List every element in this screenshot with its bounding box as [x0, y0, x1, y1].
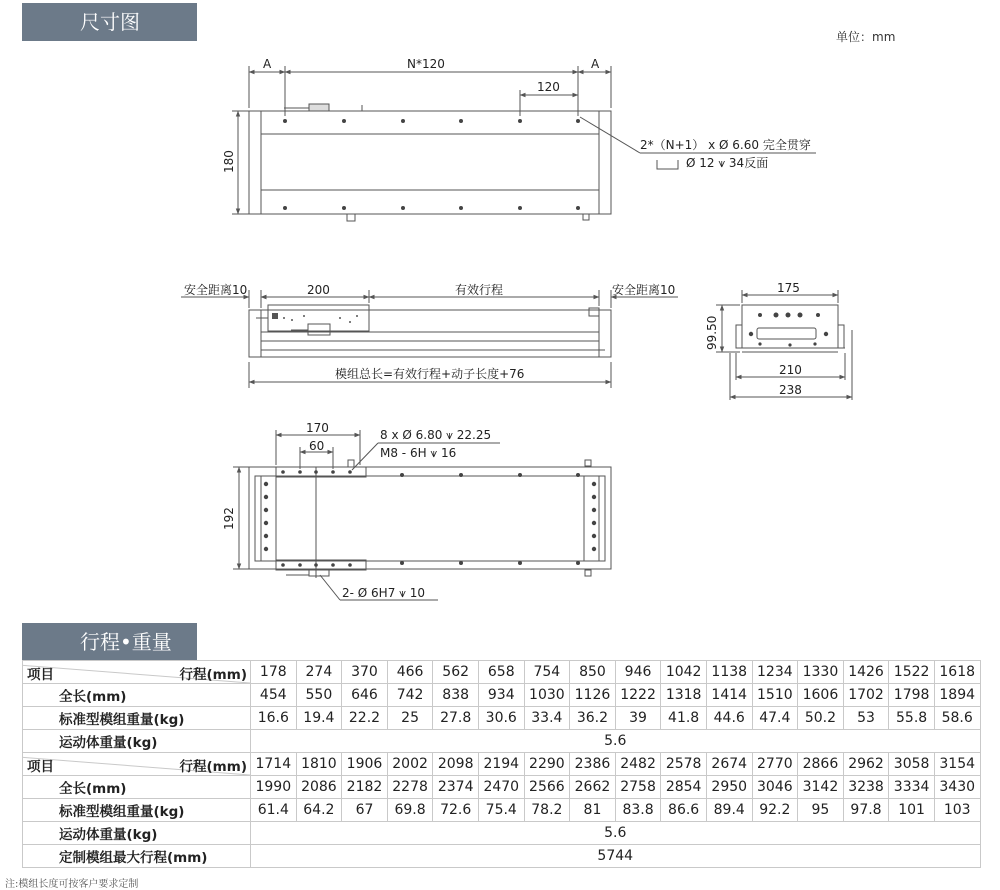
- table-cell: 78.2: [524, 799, 570, 822]
- table-cell: 41.8: [661, 707, 707, 730]
- pin-spec: 2- Ø 6H7 ⩛ 10: [342, 586, 425, 600]
- footnote: 注:模组长度可按客户要求定制: [5, 879, 139, 890]
- table-cell: 33.4: [524, 707, 570, 730]
- table-row-weight-2: [23, 799, 981, 822]
- table-cell: 2770: [752, 753, 798, 776]
- table-cell: 370: [342, 661, 388, 684]
- dim-60: 60: [309, 439, 325, 453]
- table-cell: 946: [615, 661, 661, 684]
- table-cell: 72.6: [433, 799, 479, 822]
- table-row-full-length-2: [23, 776, 981, 799]
- table-cell: 1414: [706, 684, 752, 707]
- item-header: 项目: [27, 759, 54, 775]
- table-cell: 2182: [342, 776, 388, 799]
- table-cell: 3430: [934, 776, 980, 799]
- table-cell: 1522: [889, 661, 935, 684]
- table-cell: 1318: [661, 684, 707, 707]
- top-view-labels: [222, 57, 811, 173]
- table-cell: 89.4: [706, 799, 752, 822]
- table-cell: 50.2: [798, 707, 844, 730]
- table-cell: 646: [342, 684, 388, 707]
- table-cell: 47.4: [752, 707, 798, 730]
- safety-distance-left: 安全距离10: [184, 283, 248, 297]
- table-corner-cell: [23, 753, 251, 776]
- table-cell: 1618: [934, 661, 980, 684]
- dim-210: 210: [779, 363, 802, 377]
- table-cell: 2866: [798, 753, 844, 776]
- dim-99-50: 99.50: [705, 315, 719, 350]
- hole-spec-2: Ø 12 ⩛ 34反面: [686, 156, 769, 170]
- table-cell: 5.6: [251, 822, 981, 845]
- table-cell: 2662: [570, 776, 616, 799]
- table-cell: 75.4: [478, 799, 524, 822]
- bottom-view-labels: [222, 421, 491, 600]
- table-cell: 16.6: [251, 707, 297, 730]
- table-cell: 101: [889, 799, 935, 822]
- table-cell: 2758: [615, 776, 661, 799]
- table-cell: 1510: [752, 684, 798, 707]
- table-cell: 3058: [889, 753, 935, 776]
- table-cell: 5744: [251, 845, 981, 868]
- table-row-mover-2: [23, 822, 981, 845]
- table-cell: 2578: [661, 753, 707, 776]
- table-cell: 934: [478, 684, 524, 707]
- table-cell: 2002: [387, 753, 433, 776]
- table-cell: 19.4: [296, 707, 342, 730]
- table-cell: 2674: [706, 753, 752, 776]
- section-header-stroke-weight-text: 行程•重量: [80, 630, 172, 654]
- section-header-stroke-weight: [22, 623, 197, 661]
- table-cell: 39: [615, 707, 661, 730]
- row-label: 标准型模组重量(kg): [23, 707, 251, 730]
- table-cell: 3142: [798, 776, 844, 799]
- table-cell: 2962: [843, 753, 889, 776]
- dim-a-right: A: [591, 57, 600, 71]
- table-cell: 550: [296, 684, 342, 707]
- table-cell: 2950: [706, 776, 752, 799]
- row-label: 定制模组最大行程(mm): [23, 845, 251, 868]
- table-cell: 562: [433, 661, 479, 684]
- table-cell: 1126: [570, 684, 616, 707]
- table-cell: 86.6: [661, 799, 707, 822]
- safety-distance-right: 安全距离10: [612, 283, 676, 297]
- table-row-full-length-1: [23, 684, 981, 707]
- dim-238: 238: [779, 383, 802, 397]
- table-row-stroke-2: [23, 753, 981, 776]
- table-cell: 2194: [478, 753, 524, 776]
- table-cell: 1798: [889, 684, 935, 707]
- table-cell: 2854: [661, 776, 707, 799]
- table-cell: 25: [387, 707, 433, 730]
- table-cell: 2374: [433, 776, 479, 799]
- dim-170: 170: [306, 421, 329, 435]
- table-corner-cell: [23, 661, 251, 684]
- table-cell: 1702: [843, 684, 889, 707]
- table-cell: 3046: [752, 776, 798, 799]
- table-cell: 2290: [524, 753, 570, 776]
- table-cell: 22.2: [342, 707, 388, 730]
- dim-200: 200: [307, 283, 330, 297]
- table-cell: 3334: [889, 776, 935, 799]
- thread-spec: M8 - 6H ⩛ 16: [380, 446, 457, 460]
- dim-height-180: 180: [222, 150, 236, 173]
- table-cell: 1810: [296, 753, 342, 776]
- dim-pitch-120: 120: [537, 80, 560, 94]
- dim-192: 192: [222, 507, 236, 530]
- table-cell: 1330: [798, 661, 844, 684]
- table-cell: 58.6: [934, 707, 980, 730]
- row-label: 全长(mm): [23, 776, 251, 799]
- table-row-stroke-1: [23, 661, 981, 684]
- table-cell: 55.8: [889, 707, 935, 730]
- item-header: 项目: [27, 667, 54, 683]
- table-cell: 838: [433, 684, 479, 707]
- stroke-weight-table: [22, 660, 981, 868]
- table-cell: 2482: [615, 753, 661, 776]
- table-cell: 27.8: [433, 707, 479, 730]
- table-cell: 1426: [843, 661, 889, 684]
- total-length-formula: 模组总长=有效行程+动子长度+76: [335, 367, 525, 381]
- table-cell: 1042: [661, 661, 707, 684]
- row-label: 运动体重量(kg): [23, 730, 251, 753]
- table-cell: 2470: [478, 776, 524, 799]
- table-cell: 2386: [570, 753, 616, 776]
- table-cell: 1030: [524, 684, 570, 707]
- table-cell: 92.2: [752, 799, 798, 822]
- table-cell: 466: [387, 661, 433, 684]
- unit-label: 单位：mm: [836, 30, 896, 44]
- table-cell: 742: [387, 684, 433, 707]
- table-row-max-stroke: [23, 845, 981, 868]
- stroke-header: 行程(mm): [179, 667, 247, 683]
- effective-stroke-label: 有效行程: [455, 283, 504, 297]
- table-cell: 1894: [934, 684, 980, 707]
- table-cell: 83.8: [615, 799, 661, 822]
- table-cell: 1222: [615, 684, 661, 707]
- dim-a-left: A: [263, 57, 272, 71]
- table-cell: 95: [798, 799, 844, 822]
- table-cell: 103: [934, 799, 980, 822]
- hole-spec-1: 2*（N+1） x Ø 6.60 完全贯穿: [640, 138, 811, 152]
- table-cell: 2566: [524, 776, 570, 799]
- table-cell: 64.2: [296, 799, 342, 822]
- table-cell: 67: [342, 799, 388, 822]
- table-cell: 36.2: [570, 707, 616, 730]
- table-row-mover-1: [23, 730, 981, 753]
- dim-175: 175: [777, 281, 800, 295]
- section-header-dimensions-text: 尺寸图: [80, 10, 140, 34]
- table-cell: 850: [570, 661, 616, 684]
- table-cell: 1714: [251, 753, 297, 776]
- dim-n120: N*120: [407, 57, 445, 71]
- table-cell: 1990: [251, 776, 297, 799]
- table-cell: 1234: [752, 661, 798, 684]
- table-cell: 30.6: [478, 707, 524, 730]
- table-cell: 81: [570, 799, 616, 822]
- table-cell: 5.6: [251, 730, 981, 753]
- table-cell: 3154: [934, 753, 980, 776]
- table-cell: 2278: [387, 776, 433, 799]
- table-cell: 69.8: [387, 799, 433, 822]
- table-row-weight-1: [23, 707, 981, 730]
- table-cell: 454: [251, 684, 297, 707]
- table-cell: 754: [524, 661, 570, 684]
- table-cell: 1606: [798, 684, 844, 707]
- table-cell: 1138: [706, 661, 752, 684]
- table-cell: 97.8: [843, 799, 889, 822]
- table-cell: 53: [843, 707, 889, 730]
- hole-spec-3: 8 x Ø 6.80 ⩛ 22.25: [380, 428, 492, 442]
- table-cell: 44.6: [706, 707, 752, 730]
- row-label: 标准型模组重量(kg): [23, 799, 251, 822]
- table-cell: 2086: [296, 776, 342, 799]
- table-cell: 61.4: [251, 799, 297, 822]
- table-cell: 274: [296, 661, 342, 684]
- table-cell: 658: [478, 661, 524, 684]
- table-cell: 3238: [843, 776, 889, 799]
- stroke-header: 行程(mm): [179, 759, 247, 775]
- row-label: 全长(mm): [23, 684, 251, 707]
- table-cell: 1906: [342, 753, 388, 776]
- table-cell: 2098: [433, 753, 479, 776]
- row-label: 运动体重量(kg): [23, 822, 251, 845]
- table-cell: 178: [251, 661, 297, 684]
